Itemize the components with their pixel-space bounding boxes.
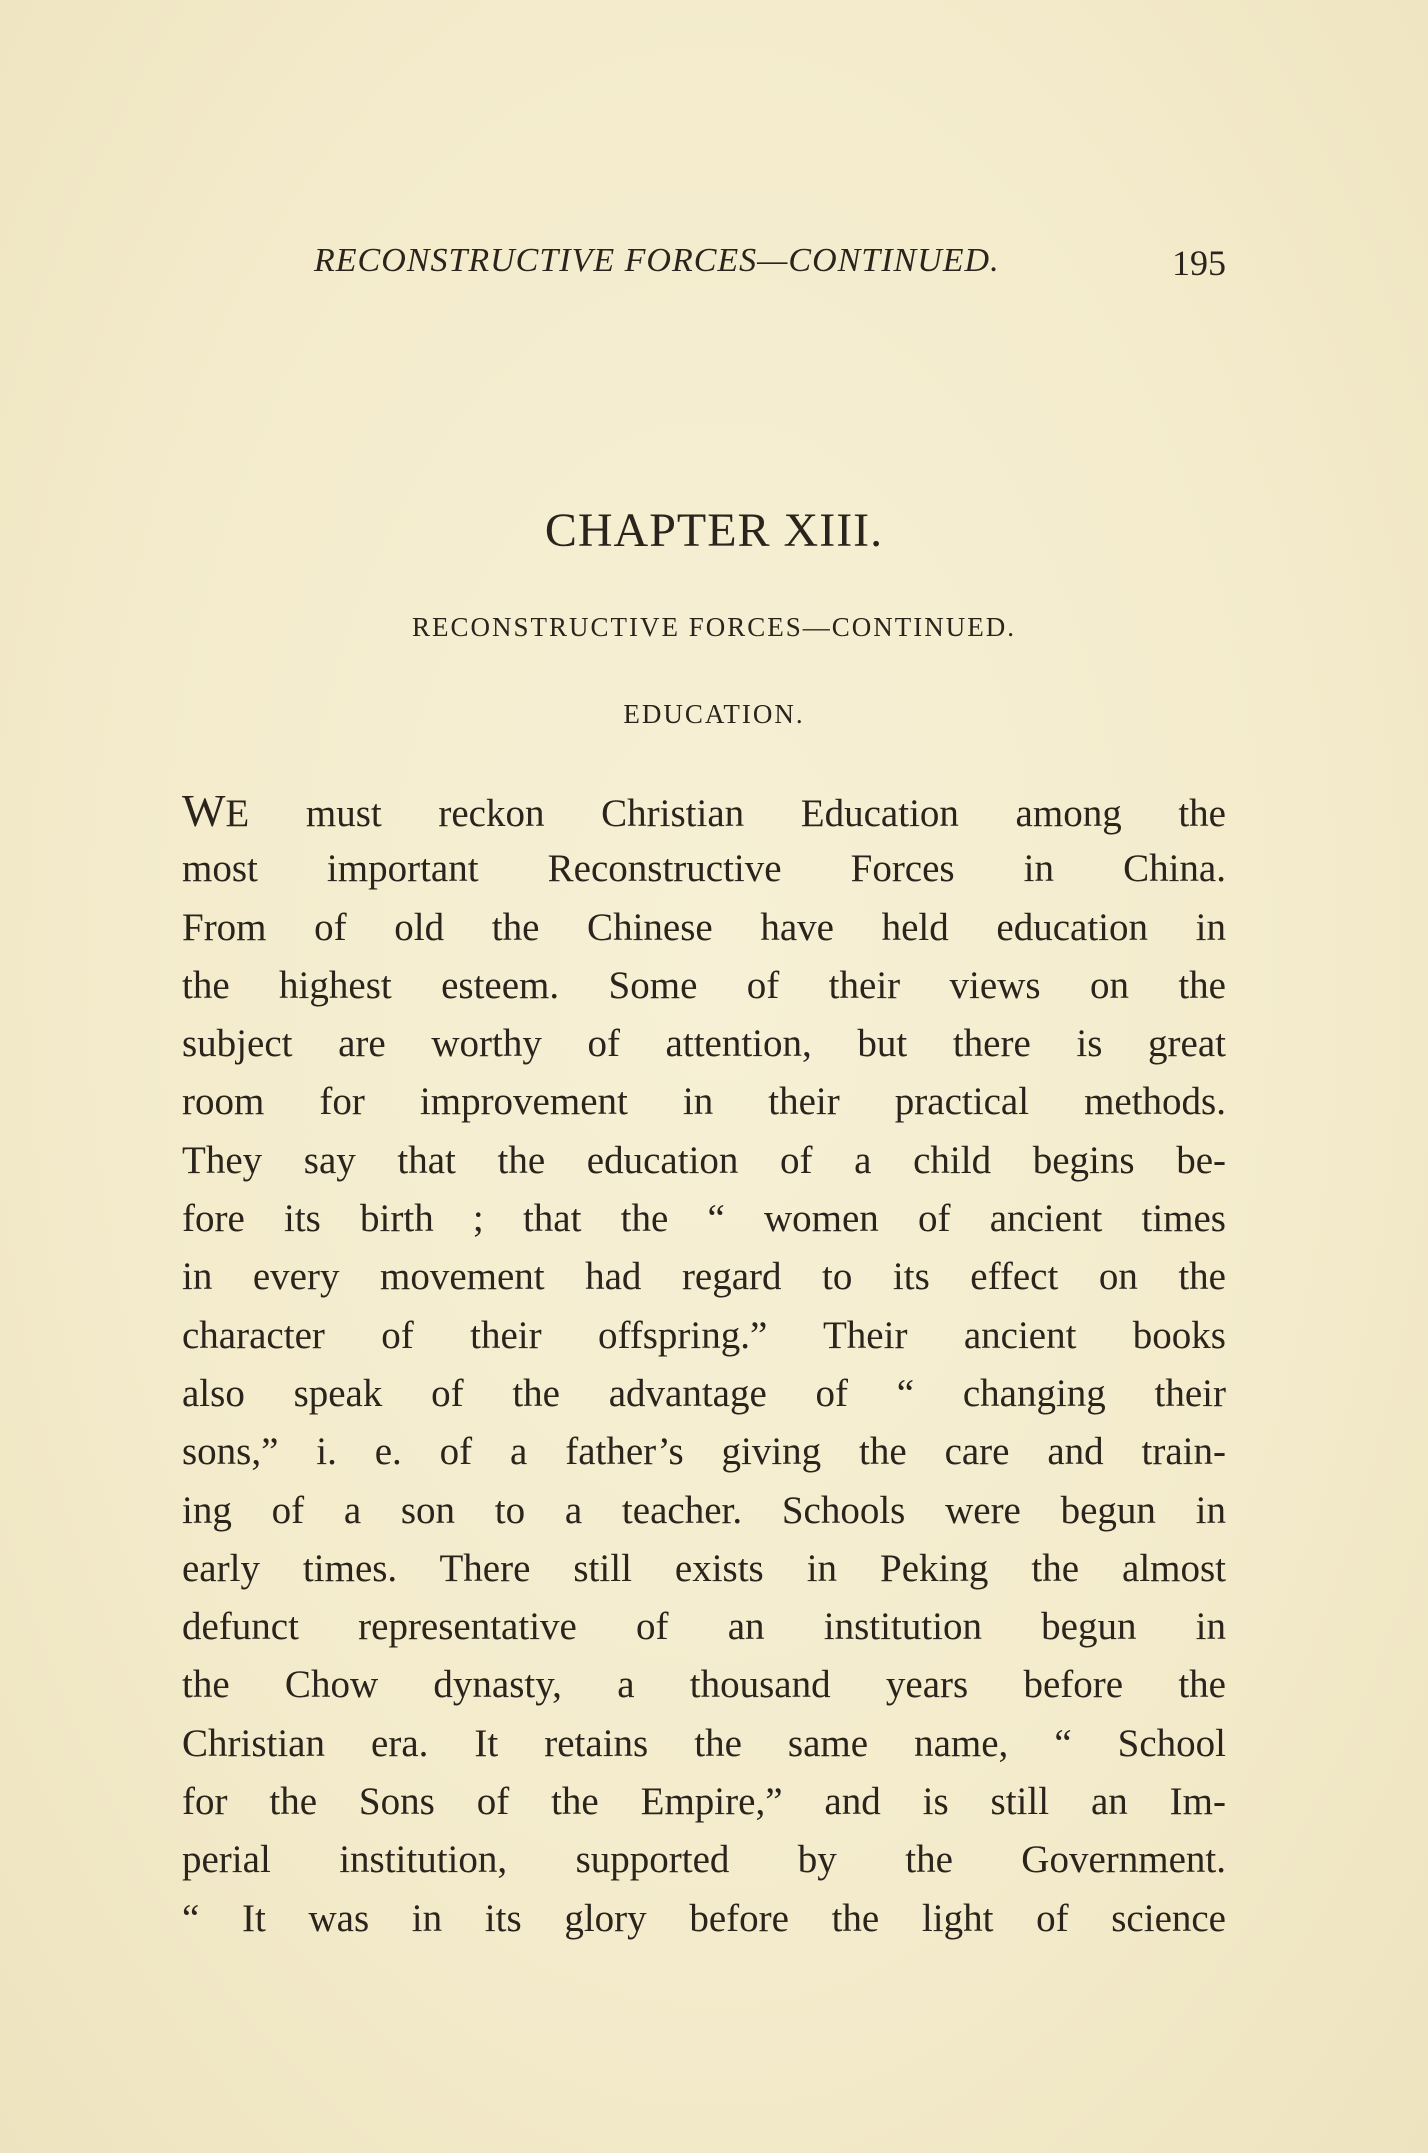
text-line: Christian era. It retains the same name, “ School xyxy=(182,1721,1226,1765)
section-title: EDUCATION. xyxy=(623,699,805,729)
text-line: subject are worthy of attention, but there is great xyxy=(182,1022,1226,1066)
running-head-title: RECONSTRUCTIVE FORCES—CONTINUED. xyxy=(314,242,1000,279)
text-line: sons,” i. e. of a father’s giving the care and train- xyxy=(182,1430,1226,1474)
text-line: They say that the education of a child begins be- xyxy=(182,1138,1226,1182)
text-line: the Chow dynasty, a thousand years before the xyxy=(182,1663,1226,1707)
text-line: the highest esteem. Some of their views on the xyxy=(182,963,1226,1007)
text-line: From of old the Chinese have held education in xyxy=(182,905,1226,949)
text-line: character of their offspring.” Their ancient books xyxy=(182,1313,1226,1357)
running-head xyxy=(314,242,1226,292)
body-paragraph xyxy=(182,782,1226,1948)
page-number: 195 xyxy=(1172,243,1226,283)
text-line: defunct representative of an institution begun in xyxy=(182,1605,1226,1649)
text-line: “ It was in its glory before the light of science xyxy=(182,1896,1226,1940)
text-line: perial institution, supported by the Government. xyxy=(182,1838,1226,1882)
text-line: for the Sons of the Empire,” and is still an Im- xyxy=(182,1780,1226,1824)
text-line: most important Reconstructive Forces in China. xyxy=(182,847,1226,891)
text-line: ing of a son to a teacher. Schools were begun in xyxy=(182,1488,1226,1532)
chapter-title: CHAPTER XIII. xyxy=(544,504,884,557)
text-line: WE must reckon Christian Education among the xyxy=(182,785,1226,836)
text-line: fore its birth ; that the “ women of ancient times xyxy=(182,1197,1226,1241)
text-line: early times. There still exists in Peking the almost xyxy=(182,1546,1226,1590)
text-line: room for improvement in their practical methods. xyxy=(182,1080,1226,1124)
text-line: also speak of the advantage of “ changing their xyxy=(182,1371,1226,1415)
text-line: in every movement had regard to its effect on the xyxy=(182,1255,1226,1299)
chapter-subtitle: RECONSTRUCTIVE FORCES—CONTINUED. xyxy=(411,612,1017,642)
